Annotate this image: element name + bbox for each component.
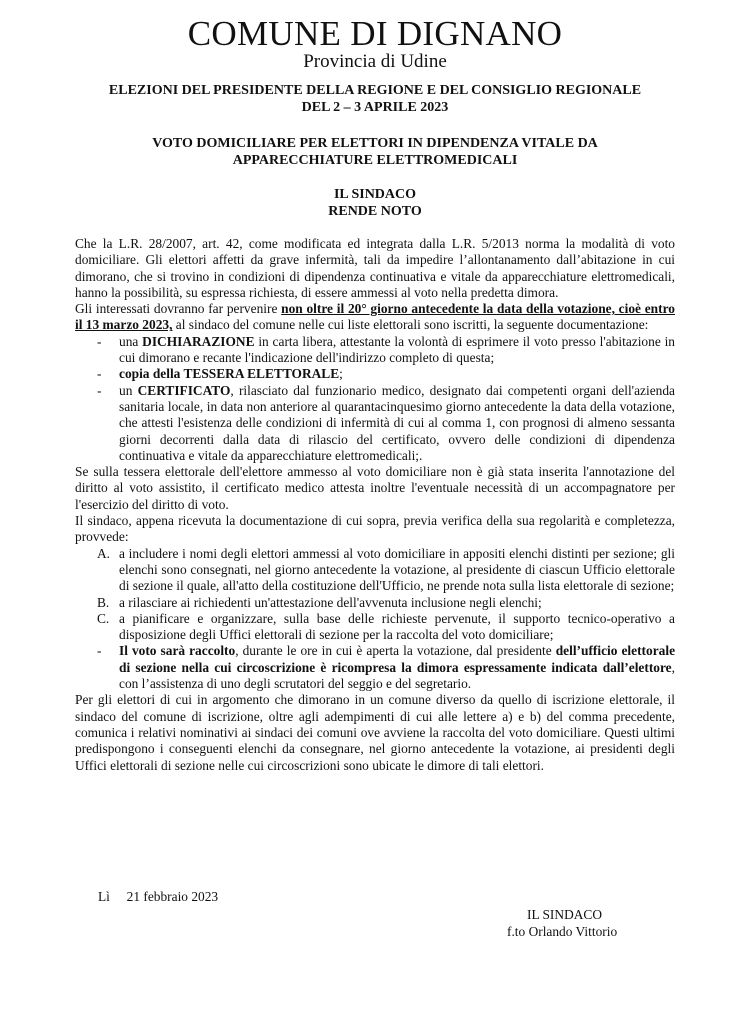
doc-text: un [119,382,138,398]
bullet-marker: - [97,643,102,659]
mayor-provides-paragraph: Il sindaco, appena ricevuta la documentazione di cui sopra, previa verifica della sua regolarità e completezza, provvede: [75,513,675,545]
doc-item-declaration [75,334,675,367]
bullet-marker: - [97,366,102,382]
doc-item-card [75,366,675,382]
step-text: a includere i nomi degli elettori ammessi al voto domiciliare in appositi elenchi distinti per sezione; gli elenchi sono consegnati, nel giorno antecedente la votazione, al presidente di ciascun Ufficio elettorale di sezione il quale, all'atto della costituzione dell'Ufficio, ne prende nota sulla lista elettorale di sezione; [119,545,675,594]
mayor-title: IL SINDACO [333,187,417,202]
topic-line-1: VOTO DOMICILIARE PER ELETTORI IN DIPENDENZA VITALE DA [152,136,598,151]
doc-item-certificate [75,383,675,464]
mayor-heading [0,186,750,220]
doc-bold: DICHIARAZIONE [142,333,255,349]
card-note-paragraph: Se sulla tessera elettorale dell'elettore ammesso al voto domiciliare non è già stata inserita l'annotazione del diritto al voto assistito, il certificato medico attesta inoltre l'eventuale necessità di un accompagnatore per l'esercizio del diritto di voto. [75,464,675,512]
signature-name: f.to Orlando Vittorio [507,924,618,939]
collect-text: , durante le ore in cui è aperta la votazione, dal presidente [235,643,556,659]
deadline-pre: Gli interessati dovranno far pervenire [75,301,282,317]
place-date: Lì 21 febbraio 2023 [98,889,219,904]
doc-text: ; [339,366,343,382]
deadline-date: non oltre il 20° giorno antecedente la data della votazione, cioè entro il 13 marzo 2023, [75,301,675,333]
election-line-2: DEL 2 – 3 APRILE 2023 [301,100,449,115]
collect-item [75,643,675,692]
notice-body [75,236,675,774]
doc-bold: copia della TESSERA ELETTORALE [119,366,340,382]
step-marker: C. [97,610,110,626]
deadline-paragraph [75,301,675,334]
election-line-1: ELEZIONI DEL PRESIDENTE DELLA REGIONE E DEL CONSIGLIO REGIONALE [108,83,642,98]
doc-text: una [119,333,143,349]
step-marker: A. [97,545,111,561]
collect-text: , con l’assistenza di uno degli scrutatori del seggio e del segretario. [119,659,675,692]
deadline-post: al sindaco del comune nelle cui liste elettorali sono iscritti, la seguente documentazione: [172,317,649,333]
other-towns-paragraph: Per gli elettori di cui in argomento che dimorano in un comune diverso da quello di iscrizione elettorale, il sindaco del comune di iscrizione, oltre agli adempimenti di cui alle lettere a) e b) del comma precedente, comunica i relativi nominativi ai sindaci dei comuni ove avviene la raccolta del voto domiciliare. Questi ultimi predispongono i conseguenti elenchi da consegnare, nel giorno antecedente la votazione, ai presidenti degli Uffici elettorali di sezione nelle cui circoscrizioni sono ubicate le dimore di tali elettori. [75,692,675,773]
intro-paragraph: Che la L.R. 28/2007, art. 42, come modificata ed integrata dalla L.R. 5/2013 norma la modalità di voto domiciliare. Gli elettori affetti da grave infermità, tali da impedire l’allontanamento dall’abitazione in cui dimorano, che si trovino in condizioni di dipendenza continuativa e vitale da apparecchiature elettromedicali, hanno la possibilità, su espressa richiesta, di essere ammessi al voto nella predetta dimora. [75,236,675,300]
step-item-b [75,595,675,611]
topic-heading [0,135,750,169]
province-name: Provincia di Udine [303,51,447,72]
doc-bold: CERTIFICATO [137,382,231,398]
election-heading [0,82,750,116]
step-text: a rilasciare ai richiedenti un'attestazione dell'avvenuta inclusione negli elenchi; [119,594,542,610]
signature-title: IL SINDACO [527,907,603,922]
topic-line-2: APPARECCHIATURE ELETTROMEDICALI [232,153,518,168]
step-marker: B. [97,594,110,610]
doc-text: , rilasciato dal funzionario medico, designato dai competenti organi dell'azienda sanitaria locale, in data non anteriore al quarantacinquesimo giorno antecedente la data della votazione, che attesti l'esistenza delle condizioni di infermità di cui al comma 1, con prognosi di almeno sessanta giorni decorrenti dalla data di rilascio del certificato, ovvero delle condizioni di dipendenza continuativa e vitale da apparecchiature elettromedicali;. [119,382,675,463]
announces-title: RENDE NOTO [328,204,422,219]
step-item-a [75,546,675,595]
step-text: a pianificare e organizzare, sulla base delle richieste pervenute, il supporto tecnico-operativo a disposizione degli Uffici elettorali di sezione per la raccolta del voto domiciliare; [119,610,675,643]
collect-bold: dell’ufficio elettorale di sezione nella cui circoscrizione è ricompresa la dimora espressamente indicata dall’elettore [119,643,676,675]
bullet-marker: - [97,382,102,398]
collect-bold: Il voto sarà raccolto [119,643,236,659]
step-item-c [75,611,675,644]
town-name: COMUNE DI DIGNANO [187,14,563,53]
bullet-marker: - [97,333,102,349]
doc-text: in carta libera, attestante la volontà di esprimere il voto presso l'abitazione in cui dimorano e recante l'indicazione dell'indirizzo completo di questa; [119,333,675,366]
